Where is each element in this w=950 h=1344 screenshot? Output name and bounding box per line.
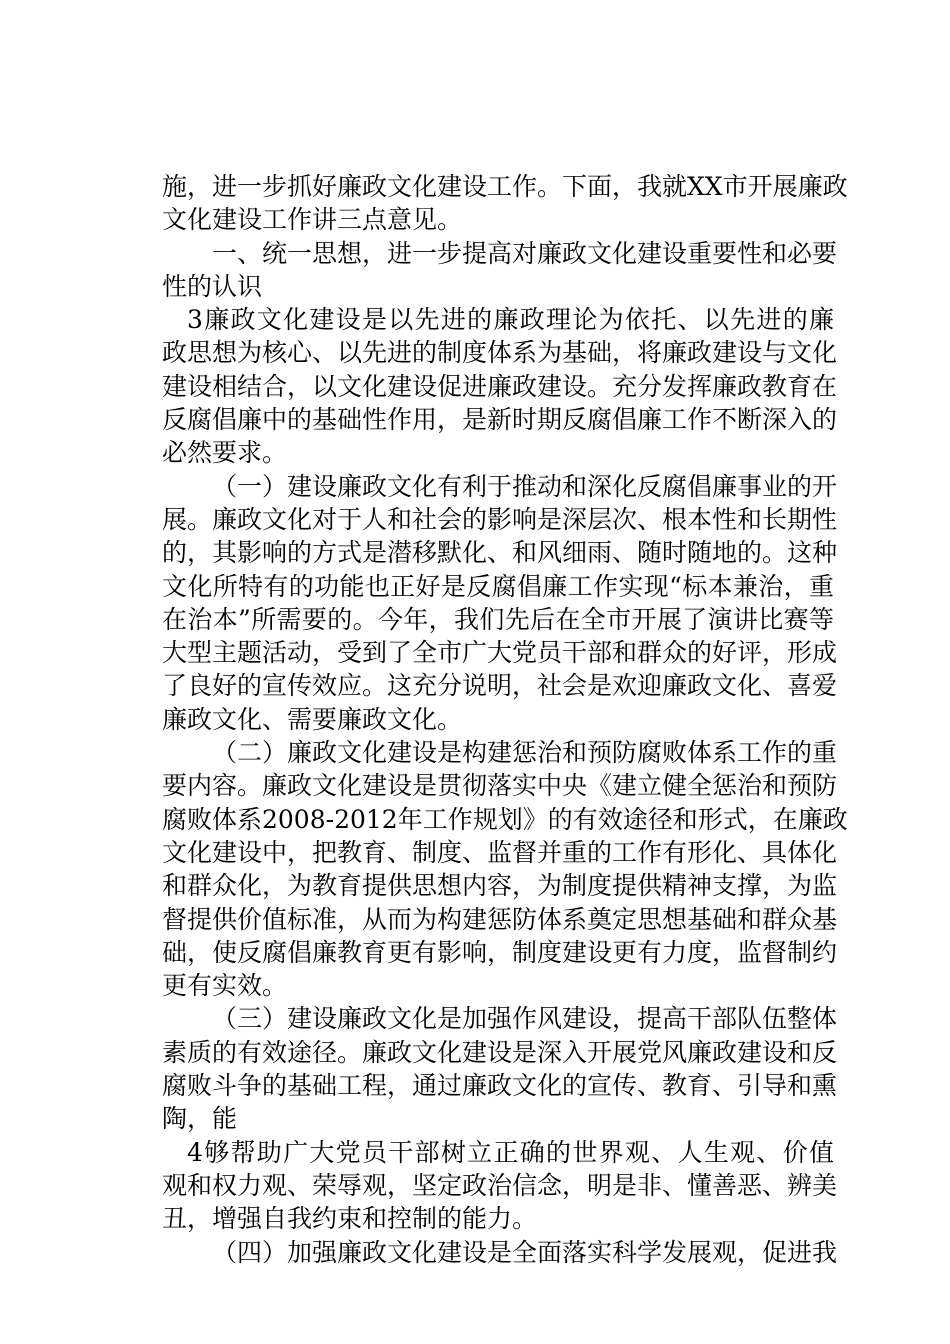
text-line: 丑，增强自我约束和控制的能力。 [162,1204,538,1234]
text-line: 腐败体系2008-2012年工作规划》的有效途径和形式，在廉政 [162,804,848,834]
text-line: 文化建设中，把教育、制度、监督并重的工作有形化、具体化 [162,837,838,867]
text-line: 建设相结合，以文化建设促进廉政建设。充分发挥廉政教育在 [162,371,838,401]
text-line: 陶，能 [162,1104,238,1134]
text-line: 更有实效。 [162,971,288,1001]
text-line: 施，进一步抓好廉政文化建设工作。下面，我就XX市开展廉政 [162,172,848,201]
text-line: 廉政文化、需要廉政文化。 [162,704,463,734]
text-line: 在治本”所需要的。今年，我们先后在全市开展了演讲比赛等 [162,604,834,634]
text-line: 3廉政文化建设是以先进的廉政理论为依托、以先进的廉 [187,305,834,335]
text-line: 政思想为核心、以先进的制度体系为基础，将廉政建设与文化 [162,338,838,368]
text-line: 腐败斗争的基础工程，通过廉政文化的宣传、教育、引导和熏 [162,1071,838,1101]
text-line: 础，使反腐倡廉教育更有影响，制度建设更有力度，监督制约 [162,937,838,967]
text-line: 性的认识 [162,271,263,301]
text-line: 督提供价值标准，从而为构建惩防体系奠定思想基础和群众基 [162,904,838,934]
text-line: 必然要求。 [162,438,288,468]
text-line: 的，其影响的方式是潜移默化、和风细雨、随时随地的。这种 [162,538,838,568]
text-line: 一、统一思想，进一步提高对廉政文化建设重要性和必要 [212,238,838,268]
text-line: 4够帮助广大党员干部树立正确的世界观、人生观、价值 [187,1137,834,1167]
text-line: 了良好的宣传效应。这充分说明，社会是欢迎廉政文化、喜爱 [162,671,838,701]
text-line: 反腐倡廉中的基础性作用，是新时期反腐倡廉工作不断深入的 [162,405,838,435]
text-line: 文化建设工作讲三点意见。 [162,205,463,235]
text-line: （一）建设廉政文化有利于推动和深化反腐倡廉事业的开 [212,471,838,501]
text-line: （三）建设廉政文化是加强作风建设，提高干部队伍整体 [212,1004,838,1034]
document-body [162,170,848,1269]
text-line: 和群众化，为教育提供思想内容，为制度提供精神支撑，为监 [162,871,838,901]
text-line: （四）加强廉政文化建设是全面落实科学发展观，促进我 [212,1237,838,1267]
text-line: 要内容。廉政文化建设是贯彻落实中央《建立健全惩治和预防 [162,771,838,801]
text-line: （二）廉政文化建设是构建惩治和预防腐败体系工作的重 [212,738,838,768]
text-line: 展。廉政文化对于人和社会的影响是深层次、根本性和长期性 [162,504,838,534]
text-line: 观和权力观、荣辱观，坚定政治信念，明是非、懂善恶、辨美 [162,1170,838,1200]
text-line: 素质的有效途径。廉政文化建设是深入开展党风廉政建设和反 [162,1037,838,1067]
text-line: 大型主题活动，受到了全市广大党员干部和群众的好评，形成 [162,638,838,668]
text-line: 文化所特有的功能也正好是反腐倡廉工作实现“标本兼治，重 [162,571,834,601]
